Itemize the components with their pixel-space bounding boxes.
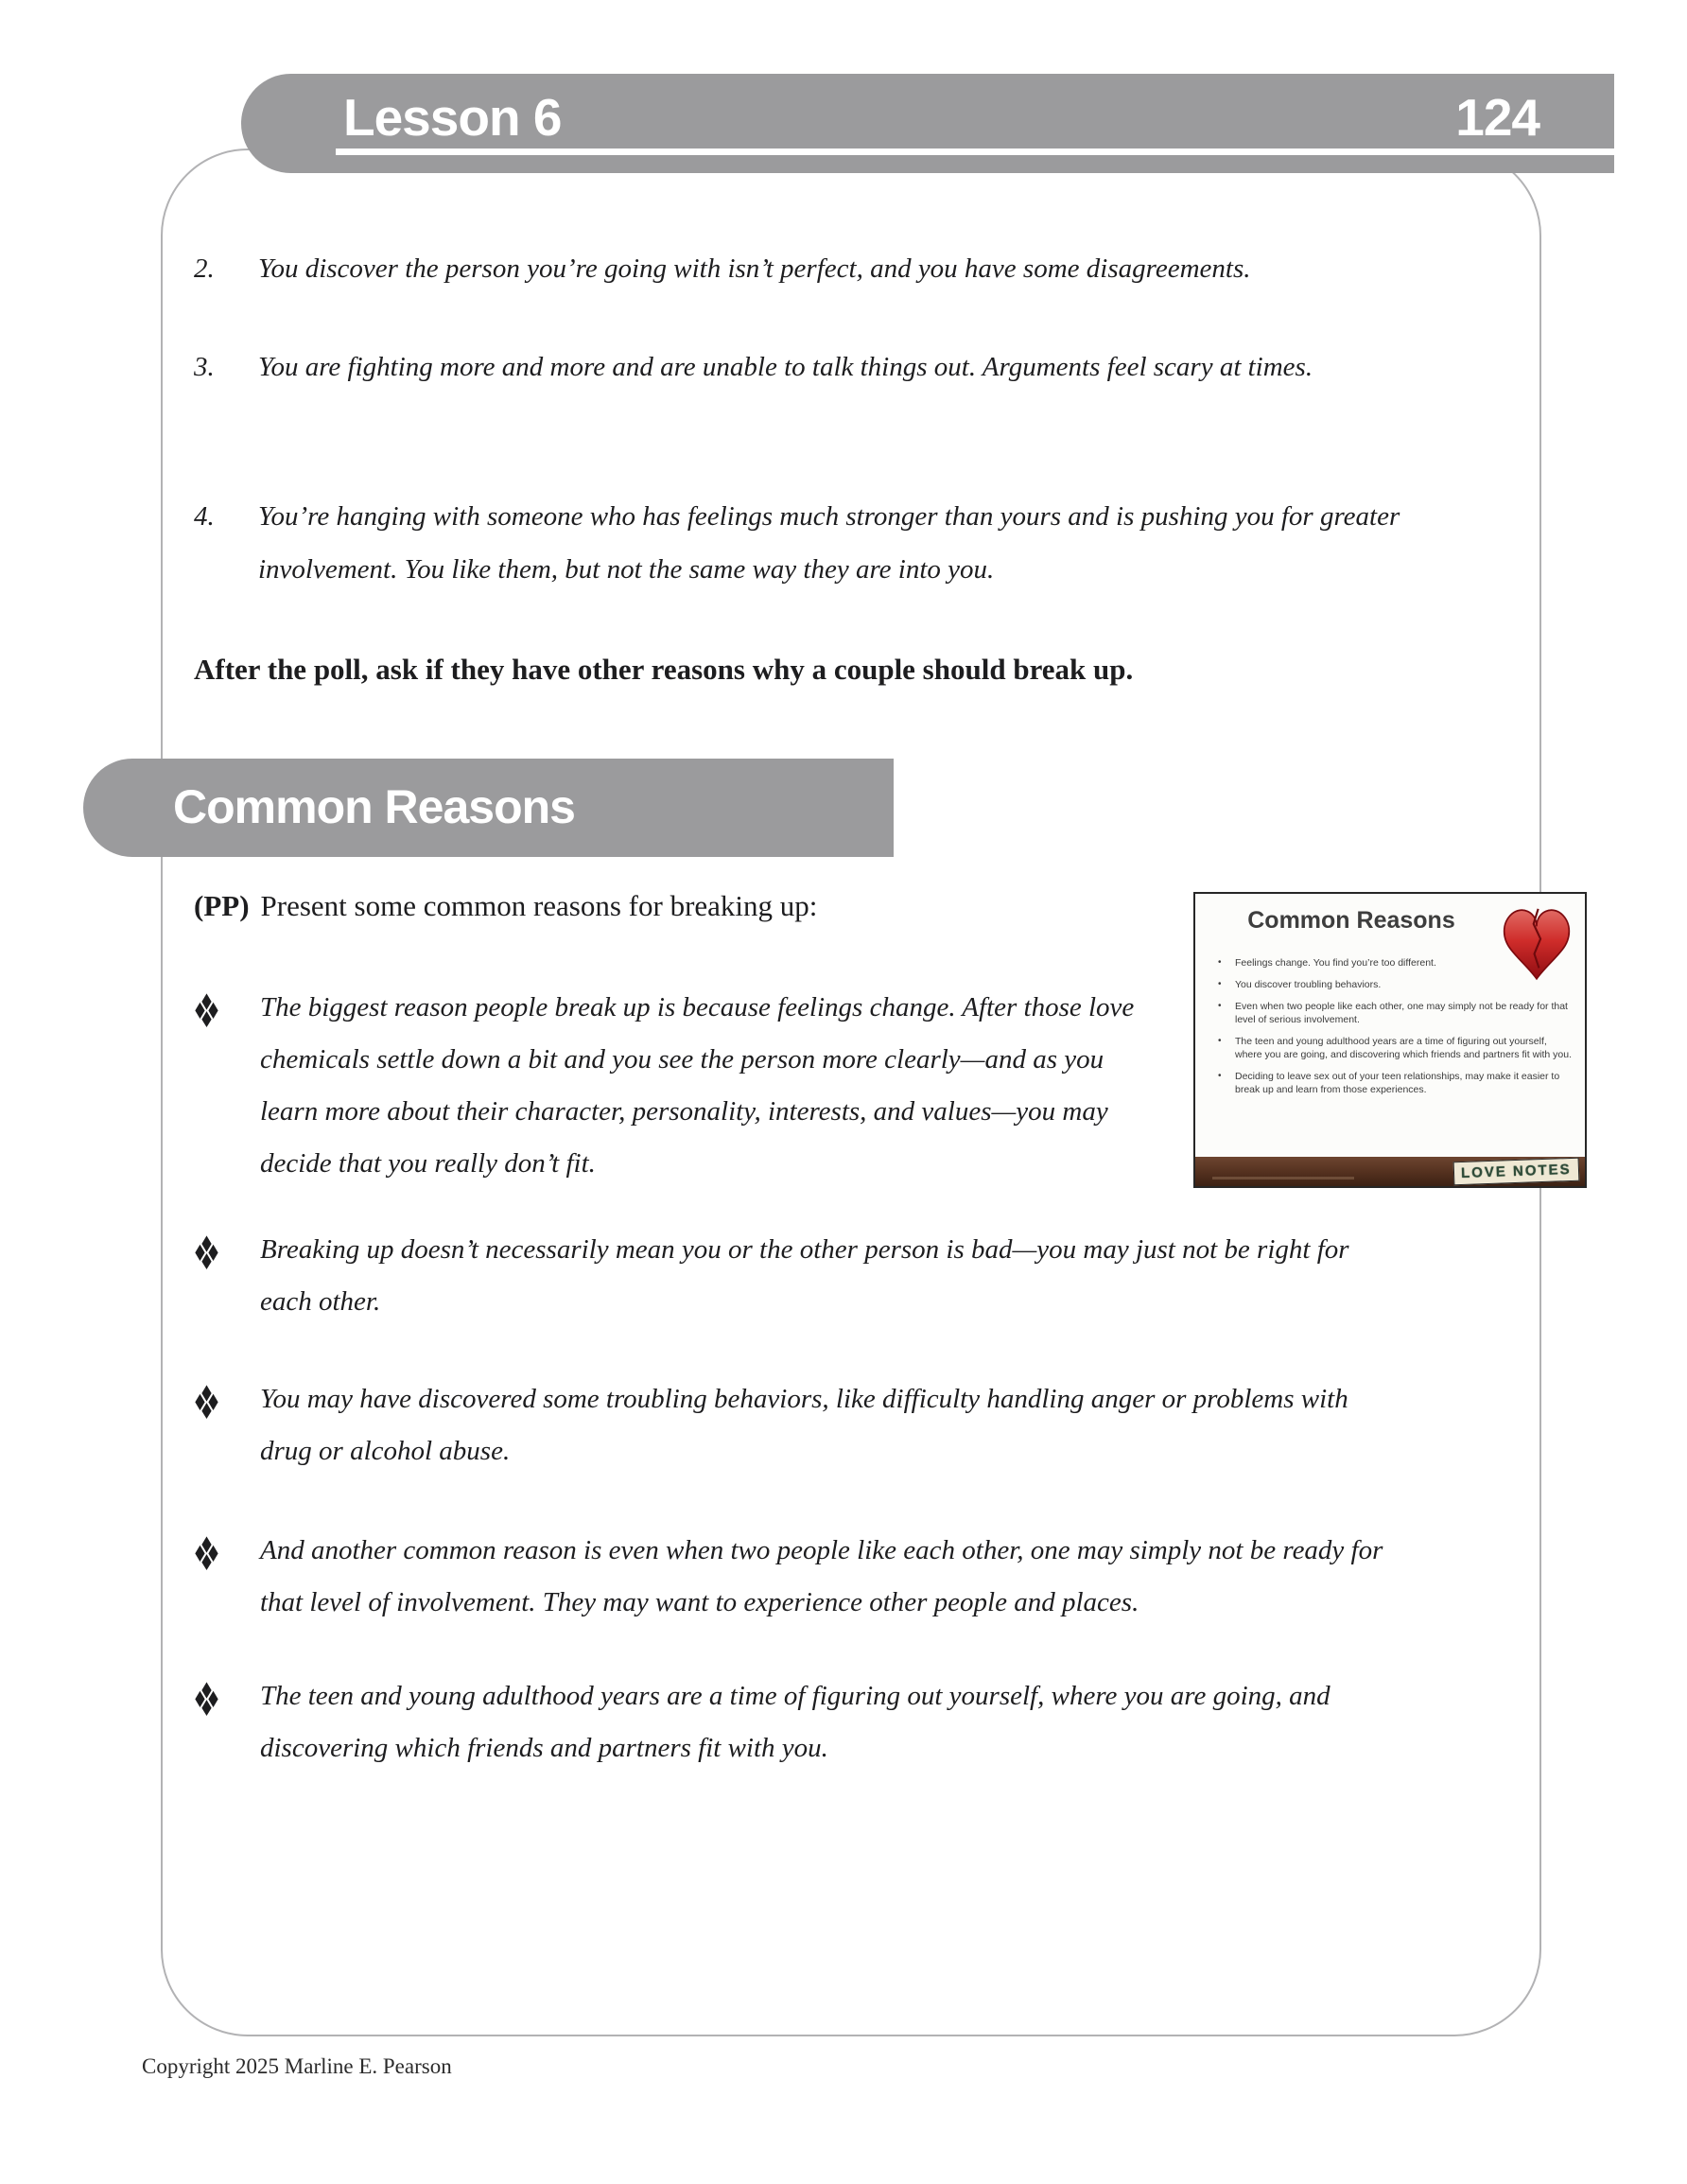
page-number: 124 [1455,88,1539,147]
diamond-bullet-item [194,1224,1404,1328]
slide-bullet: • Feelings change. You find you’re too different. [1218,957,1436,969]
bullet-dot-icon: • [1218,1001,1222,1011]
four-diamond-bullet-icon [194,1525,260,1570]
four-diamond-bullet-icon [194,1670,260,1716]
love-notes-logo: LOVE NOTES [1453,1158,1579,1186]
slide-bullet: • The teen and young adulthood years are a time of figuring out yourself, where you are going, and discovering which friends and partners fit with you. [1218,1036,1573,1060]
slide-title: Common Reasons [1247,907,1455,934]
slide-footer-bar [1195,1157,1585,1186]
bullet-text: The biggest reason people break up is because feelings change. After those love chemicals settle down a bit and you see the person more clearly—and as you learn more about their character, personality, interests, and values—you may decide that you really don’t fit. [260,992,1135,1179]
bullet-dot-icon: • [1218,1036,1222,1046]
numbered-item [194,341,1423,393]
item-text: You discover the person you’re going with isn’t perfect, and you have some disagreements. [258,253,1251,284]
lesson-title: Lesson 6 [343,88,562,147]
bullet-text: And another common reason is even when two people like each other, one may simply not be ready for that level of involvement. They may want to experience other people and places. [260,1535,1383,1617]
item-number: 2. [194,253,215,284]
bullet-dot-icon: • [1218,979,1222,989]
bullet-dot-icon: • [1218,1071,1222,1081]
diamond-bullet-item [194,1373,1404,1477]
slide-thumbnail [1193,892,1587,1188]
diamond-bullet-item [194,982,1144,1190]
after-poll-note: After the poll, ask if they have other reasons why a couple should break up. [194,653,1134,686]
copyright-line: Copyright 2025 Marline E. Pearson [142,2054,452,2078]
pp-line [194,882,1139,931]
header-bar [241,74,1614,173]
slide-bullet: • Even when two people like each other, one may simply not be ready for that level of serious involvement. [1218,1001,1568,1025]
slide-bullet: • Deciding to leave sex out of your teen relationships, may make it easier to break up and learn from those experiences. [1218,1071,1560,1095]
bullet-dot-icon: • [1218,957,1222,968]
header-underline [336,149,1614,155]
diamond-bullet-item [194,1670,1404,1774]
section-title: Common Reasons [173,780,575,833]
wood-streak [1212,1177,1354,1179]
bullet-text: You may have discovered some troubling behaviors, like difficulty handling anger or problems with drug or alcohol abuse. [260,1384,1348,1466]
item-number: 3. [194,352,215,382]
slide-bullet-list [1216,956,1575,1105]
diamond-bullet-item [194,1525,1404,1629]
pp-prefix: (PP) [194,889,250,922]
numbered-item [194,242,1423,295]
numbered-item [194,490,1423,596]
section-bar [83,759,894,857]
item-text: You’re hanging with someone who has feelings much stronger than yours and is pushing you for greater involvement. You like them, but not the same way they are into you. [258,501,1400,585]
pp-text: Present some common reasons for breaking up: [260,889,818,922]
item-number: 4. [194,501,215,532]
four-diamond-bullet-icon [194,1224,260,1269]
four-diamond-bullet-icon [194,1373,260,1419]
item-text: You are fighting more and more and are unable to talk things out. Arguments feel scary at times. [258,352,1313,382]
slide-bullet: • You discover troubling behaviors. [1218,979,1382,990]
bullet-text: The teen and young adulthood years are a time of figuring out yourself, where you are going, and discovering which friends and partners fit with you. [260,1681,1330,1763]
four-diamond-bullet-icon [194,982,260,1027]
bullet-text: Breaking up doesn’t necessarily mean you or the other person is bad—you may just not be right for each other. [260,1234,1349,1317]
